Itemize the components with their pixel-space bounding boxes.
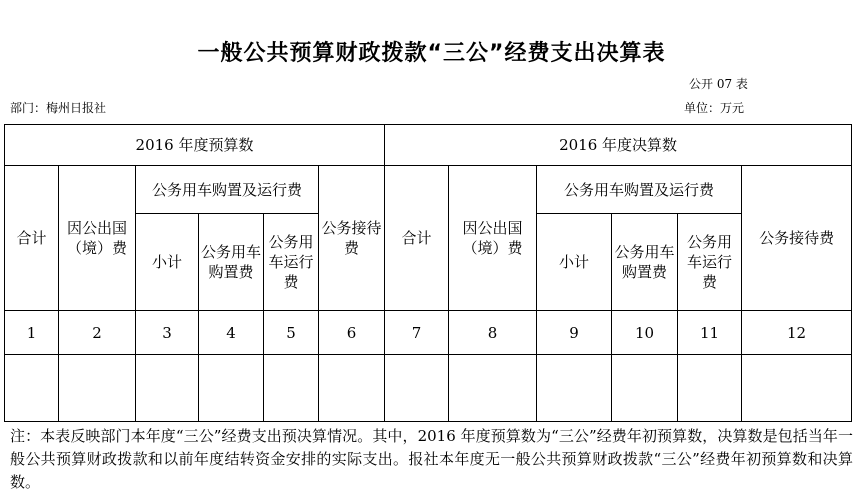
data-cell: [678, 355, 742, 422]
data-cell: [612, 355, 678, 422]
form-code: 公开 07 表: [689, 77, 748, 91]
column-number: 6: [319, 311, 385, 355]
data-cell: [742, 355, 852, 422]
column-number: 4: [199, 311, 264, 355]
final-vehicle-group-header: 公务用车购置及运行费: [537, 166, 742, 214]
final-subtotal-header: 小计: [537, 214, 612, 311]
column-number: 7: [385, 311, 449, 355]
expenditure-table: [4, 124, 852, 422]
data-cell: [385, 355, 449, 422]
column-number: 5: [264, 311, 319, 355]
data-cell: [59, 355, 136, 422]
column-number: 12: [742, 311, 852, 355]
data-cell: [449, 355, 537, 422]
budget-group-header: 2016 年度预算数: [5, 125, 385, 166]
final-operation-header: 公务用车运行费: [678, 214, 742, 311]
column-number: 2: [59, 311, 136, 355]
budget-total-header: 合计: [5, 166, 59, 311]
footnote: 注：本表反映部门本年度“三公”经费支出预决算情况。其中，2016 年度预算数为“三公”经费年初预算数，决算数是包括当年一般公共预算财政拨款和以前年度结转资金安排的实际支出。报社本年度无一般公共预算财政拨款“三公”经费年初预算数和决算数。: [10, 427, 853, 491]
column-number: 11: [678, 311, 742, 355]
budget-purchase-header: 公务用车购置费: [199, 214, 264, 311]
data-cell: [5, 355, 59, 422]
budget-vehicle-group-header: 公务用车购置及运行费: [136, 166, 319, 214]
budget-operation-header: 公务用车运行费: [264, 214, 319, 311]
data-cell: [537, 355, 612, 422]
data-cell: [264, 355, 319, 422]
column-number: 1: [5, 311, 59, 355]
column-number: 9: [537, 311, 612, 355]
page-title: 一般公共预算财政拨款“三公”经费支出决算表: [197, 41, 666, 66]
unit-label: 单位：万元: [684, 101, 745, 115]
final-abroad-header: 因公出国（境）费: [449, 166, 537, 311]
column-number: 3: [136, 311, 199, 355]
budget-subtotal-header: 小计: [136, 214, 199, 311]
data-cell: [319, 355, 385, 422]
final-reception-header: 公务接待费: [742, 166, 852, 311]
final-purchase-header: 公务用车购置费: [612, 214, 678, 311]
final-group-header: 2016 年度决算数: [385, 125, 852, 166]
budget-abroad-header: 因公出国（境）费: [59, 166, 136, 311]
final-total-header: 合计: [385, 166, 449, 311]
data-cell: [136, 355, 199, 422]
department-label: 部门：梅州日报社: [10, 101, 107, 115]
column-number: 8: [449, 311, 537, 355]
data-cell: [199, 355, 264, 422]
column-number: 10: [612, 311, 678, 355]
budget-reception-header: 公务接待费: [319, 166, 385, 311]
